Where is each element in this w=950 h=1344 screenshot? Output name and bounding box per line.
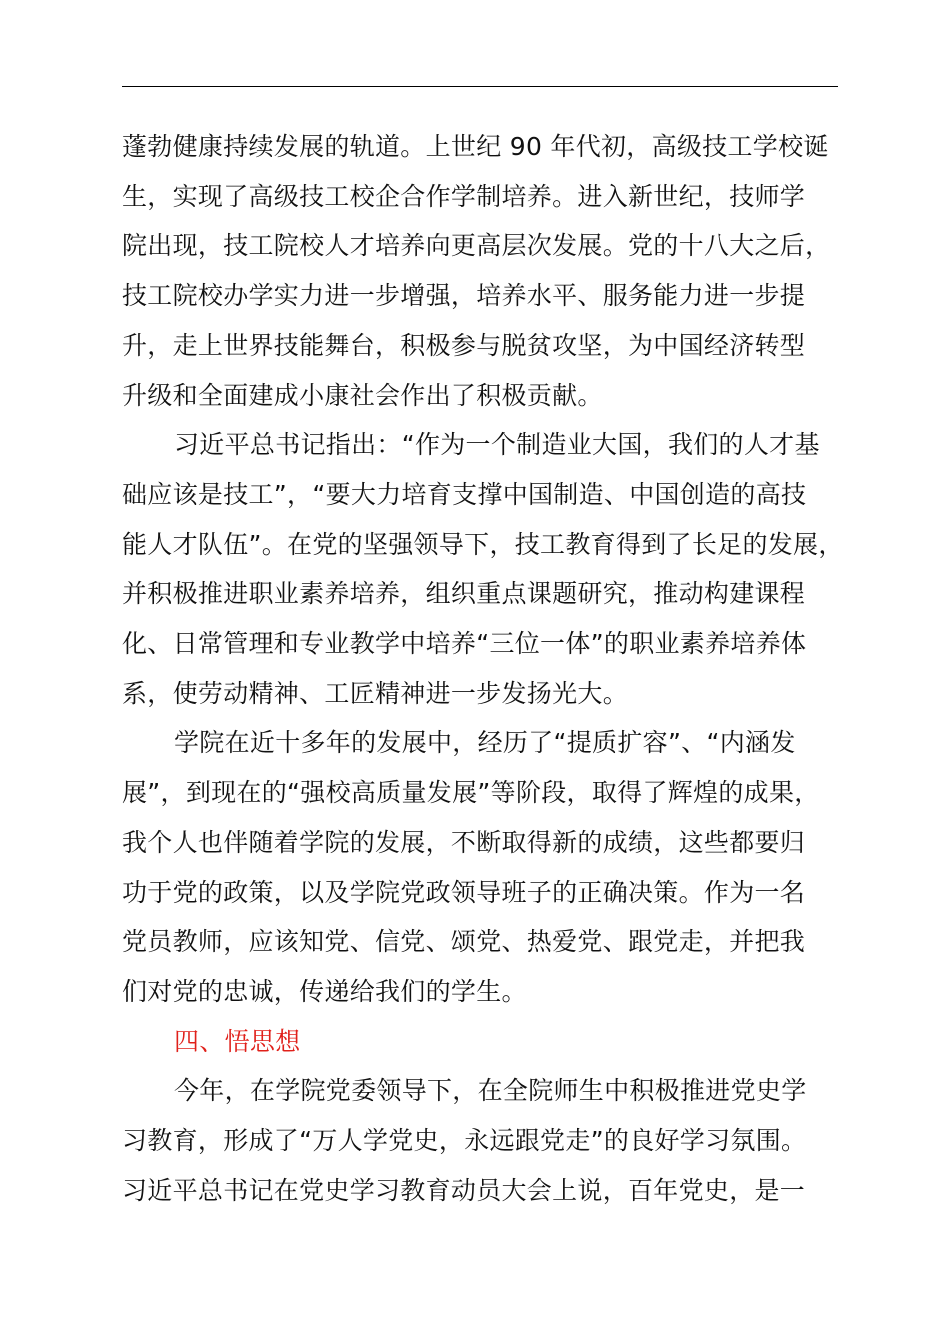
section-heading-text: 四、悟思想 (174, 1026, 301, 1056)
text-line: 院出现，技工院校人才培养向更高层次发展。党的十八大之后， (122, 231, 831, 261)
header-rule (122, 86, 838, 87)
text-line: 化、日常管理和专业教学中培养“三位一体”的职业素养培养体 (122, 629, 807, 659)
paragraph-party-history-study (122, 1066, 862, 1215)
text-line: 展”，到现在的“强校高质量发展”等阶段，取得了辉煌的成果， (122, 778, 820, 808)
text-line: 们对党的忠诚，传递给我们的学生。 (122, 976, 527, 1006)
text-line: 升级和全面建成小康社会作出了积极贡献。 (122, 380, 603, 410)
text-line: 生，实现了高级技工校企合作学制培养。进入新世纪，技师学 (122, 181, 806, 211)
text-line: 升，走上世界技能舞台，积极参与脱贫攻坚，为中国经济转型 (122, 330, 806, 360)
text-line: 我个人也伴随着学院的发展，不断取得新的成绩，这些都要归 (122, 827, 806, 857)
paragraph-college-development (122, 718, 862, 1016)
text-line: 今年，在学院党委领导下，在全院师生中积极推进党史学 (174, 1076, 807, 1106)
text-line: 系，使劳动精神、工匠精神进一步发扬光大。 (122, 678, 629, 708)
text-line: 学院在近十多年的发展中，经历了“提质扩容”、“内涵发 (174, 728, 796, 758)
text-line: 础应该是技工”，“要大力培育支撑中国制造、中国创造的高技 (122, 479, 807, 509)
text-line: 蓬勃健康持续发展的轨道。上世纪 90 年代初，高级技工学校诞 (122, 132, 829, 161)
text-line: 技工院校办学实力进一步增强，培养水平、服务能力进一步提 (122, 281, 806, 311)
paragraph-xi-quote (122, 420, 862, 718)
section-heading (122, 1017, 862, 1067)
paragraph-development-history (122, 122, 862, 420)
text-line: 能人才队伍”。在党的坚强领导下，技工教育得到了长足的发展， (122, 529, 844, 559)
text-line: 习近平总书记指出：“作为一个制造业大国，我们的人才基 (174, 430, 820, 460)
text-line: 习近平总书记在党史学习教育动员大会上说，百年党史，是一 (122, 1175, 806, 1205)
text-line: 习教育，形成了“万人学党史，永远跟党走”的良好学习氛围。 (122, 1126, 807, 1156)
text-line: 功于党的政策，以及学院党政领导班子的正确决策。作为一名 (122, 877, 806, 907)
document-body (122, 122, 862, 1215)
text-line: 并积极推进职业素养培养，组织重点课题研究，推动构建课程 (122, 579, 806, 609)
text-line: 党员教师，应该知党、信党、颂党、热爱党、跟党走，并把我 (122, 927, 806, 957)
